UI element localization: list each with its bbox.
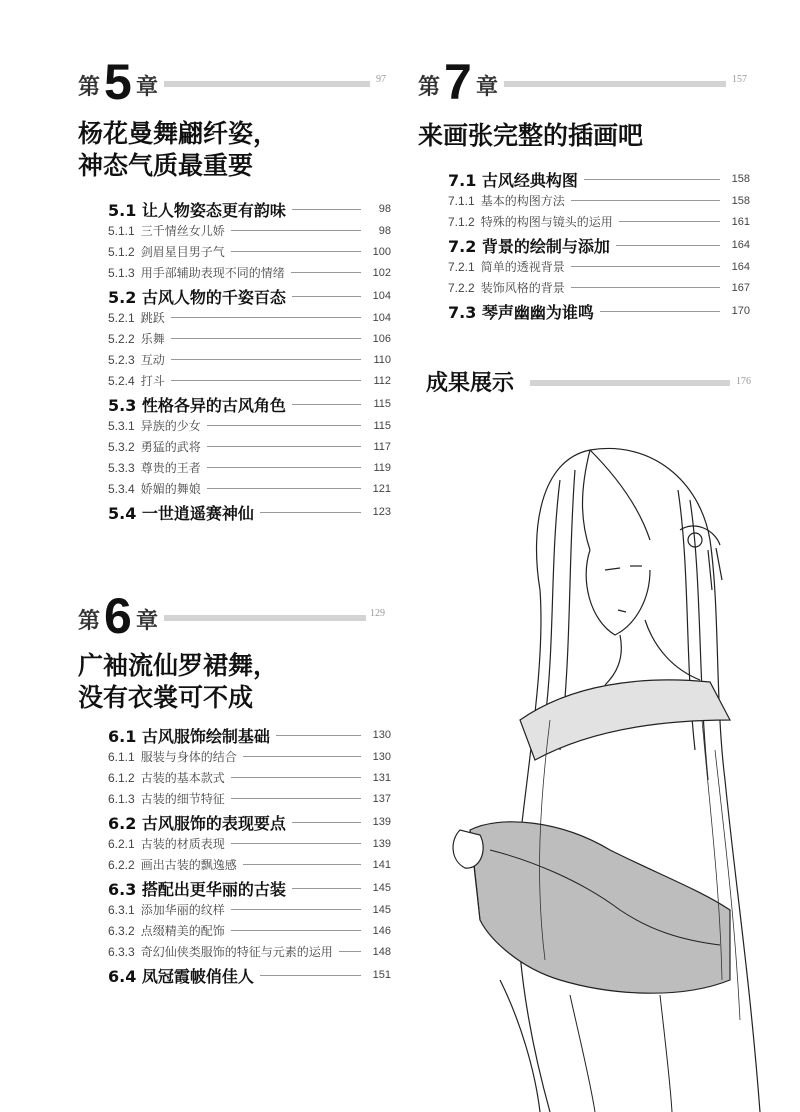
toc-section	[108, 964, 391, 986]
toc-subsection	[108, 941, 391, 962]
toc-number: 7.2.2	[448, 281, 475, 295]
toc-text: 画出古装的飘逸感	[140, 858, 237, 872]
toc-label	[108, 417, 201, 434]
toc-text: 装饰风格的背景	[480, 281, 565, 295]
toc-subsection	[108, 328, 391, 349]
toc-leader	[600, 311, 720, 312]
toc-leader	[292, 822, 361, 823]
toc-subsection	[108, 307, 391, 328]
toc-leader	[207, 425, 361, 426]
toc-text: 尊贵的王者	[140, 461, 201, 475]
toc-subsection	[108, 220, 391, 241]
toc-leader	[292, 888, 361, 889]
chapter-5-zhang: 章	[136, 75, 159, 100]
toc-subsection	[448, 256, 750, 277]
toc-page-number: 146	[372, 924, 391, 937]
toc-text: 娇媚的舞娘	[140, 482, 201, 496]
chapter-7-bar	[504, 81, 726, 87]
toc-page-number: 98	[378, 224, 391, 237]
toc-leader	[231, 777, 361, 778]
toc-section	[108, 198, 391, 220]
toc-text: 跳跃	[140, 311, 165, 325]
illustration-girl-hanfu	[440, 420, 780, 1112]
toc-page-number: 98	[378, 203, 391, 215]
toc-subsection	[448, 277, 750, 298]
toc-label	[108, 351, 165, 368]
chapter-5-di: 第	[78, 75, 101, 100]
toc-section	[448, 168, 750, 190]
toc-text: 服装与身体的结合	[140, 750, 237, 764]
chapter-7-number: 7	[444, 54, 472, 110]
toc-number: 7.1.1	[448, 194, 475, 208]
toc-number: 5.2.4	[108, 374, 135, 388]
toc-subsection	[108, 833, 391, 854]
toc-leader	[292, 296, 361, 297]
chapter-5-number: 5	[104, 54, 132, 110]
toc-leader	[339, 951, 361, 952]
toc-number: 6.2.2	[108, 858, 135, 872]
chapter-6-bar	[164, 615, 366, 621]
toc-number: 6.3.1	[108, 903, 135, 917]
toc-leader	[291, 272, 361, 273]
toc-text: 简单的透视背景	[480, 260, 565, 274]
toc-subsection	[108, 788, 391, 809]
toc-leader	[231, 798, 361, 799]
toc-label	[108, 459, 201, 476]
results-header	[418, 364, 751, 404]
toc-label	[108, 748, 237, 765]
toc-page-number: 131	[372, 771, 391, 784]
toc-page-number: 139	[372, 816, 391, 828]
toc-leader	[171, 338, 361, 339]
toc-leader	[171, 359, 361, 360]
chapter-7-di: 第	[418, 75, 441, 100]
toc-section	[108, 393, 391, 415]
toc-number: 5.1.3	[108, 266, 135, 280]
toc-section	[108, 285, 391, 307]
toc-text: 特殊的构图与镜头的运用	[480, 215, 613, 229]
toc-subsection	[108, 241, 391, 262]
toc-subsection	[108, 436, 391, 457]
toc-leader	[584, 179, 720, 180]
toc-label: 6.2 古风服饰的表现要点	[108, 813, 286, 833]
toc-text: 古装的基本款式	[140, 771, 225, 785]
toc-leader	[243, 756, 361, 757]
chapter-5-title-line1: 杨花曼舞翩纤姿，	[78, 119, 279, 148]
toc-label: 7.3 琴声幽幽为谁鸣	[448, 302, 594, 322]
toc-leader	[571, 266, 720, 267]
toc-number: 6.1.3	[108, 792, 135, 806]
chapter-7-start-page: 157	[732, 74, 747, 85]
toc-page-number: 145	[372, 903, 391, 916]
toc-page-number: 151	[372, 969, 391, 981]
toc-label	[108, 222, 225, 239]
chapter-7-zhang: 章	[476, 75, 499, 100]
toc-label	[108, 835, 225, 852]
chapter-6-number: 6	[104, 588, 132, 644]
toc-label: 7.1 古风经典构图	[448, 170, 578, 190]
toc-text: 基本的构图方法	[480, 194, 565, 208]
toc-number: 7.1.2	[448, 215, 475, 229]
toc-text: 三千情丝女儿娇	[140, 224, 225, 238]
toc-label	[108, 264, 285, 281]
chapter-6-title	[78, 650, 278, 714]
chapter-5-title	[78, 118, 278, 182]
toc-page-number: 106	[372, 332, 391, 345]
toc-subsection	[448, 190, 750, 211]
toc-number: 5.2.3	[108, 353, 135, 367]
toc-number: 6.1.1	[108, 750, 135, 764]
toc-label	[448, 192, 565, 209]
toc-number: 6.2.1	[108, 837, 135, 851]
toc-label	[448, 279, 565, 296]
toc-leader	[292, 209, 361, 210]
toc-leader	[243, 864, 361, 865]
toc-section	[108, 877, 391, 899]
toc-page-number: 130	[372, 729, 391, 741]
toc-section	[448, 234, 750, 256]
toc-leader	[571, 287, 720, 288]
toc-subsection	[108, 349, 391, 370]
toc-subsection	[108, 415, 391, 436]
toc-page-number: 170	[731, 305, 750, 317]
toc-subsection	[108, 478, 391, 499]
toc-leader	[276, 735, 361, 736]
toc-number: 5.1.1	[108, 224, 135, 238]
toc-label	[108, 922, 225, 939]
chapter-5-bar	[164, 81, 370, 87]
toc-page-number: 100	[372, 245, 391, 258]
toc-leader	[616, 245, 720, 246]
toc-leader	[207, 488, 361, 489]
toc-label	[108, 769, 225, 786]
toc-text: 点缀精美的配饰	[140, 924, 225, 938]
toc-subsection	[448, 211, 750, 232]
toc-page-number: 104	[372, 311, 391, 324]
toc-label: 5.3 性格各异的古风角色	[108, 395, 286, 415]
toc-text: 打斗	[140, 374, 165, 388]
toc-number: 5.3.4	[108, 482, 135, 496]
toc-label	[108, 901, 225, 918]
chapter-5-toc	[108, 196, 391, 523]
toc-label: 6.1 古风服饰绘制基础	[108, 726, 270, 746]
toc-number: 5.3.3	[108, 461, 135, 475]
toc-section	[108, 724, 391, 746]
toc-number: 5.3.1	[108, 419, 135, 433]
toc-leader	[231, 909, 361, 910]
toc-subsection	[108, 767, 391, 788]
toc-label	[448, 213, 613, 230]
toc-page-number: 123	[372, 506, 391, 518]
toc-leader	[231, 251, 361, 252]
toc-page-number: 139	[372, 837, 391, 850]
toc-page-number: 115	[373, 419, 391, 432]
toc-section	[108, 811, 391, 833]
toc-text: 古装的细节特征	[140, 792, 225, 806]
toc-label	[108, 790, 225, 807]
toc-subsection	[108, 457, 391, 478]
toc-number: 5.2.1	[108, 311, 135, 325]
toc-page-number: 148	[372, 945, 391, 958]
toc-number: 5.3.2	[108, 440, 135, 454]
chapter-7-toc	[448, 166, 750, 322]
toc-text: 乐舞	[140, 332, 165, 346]
toc-label: 5.1 让人物姿态更有韵味	[108, 200, 286, 220]
toc-page-number: 137	[372, 792, 391, 805]
toc-label	[108, 330, 165, 347]
toc-label	[108, 480, 201, 497]
toc-page-number: 164	[731, 260, 750, 273]
toc-label	[108, 243, 225, 260]
toc-subsection	[108, 854, 391, 875]
toc-number: 6.3.3	[108, 945, 135, 959]
toc-text: 古装的材质表现	[140, 837, 225, 851]
toc-label: 5.4 一世逍遥赛神仙	[108, 503, 254, 523]
toc-text: 添加华丽的纹样	[140, 903, 225, 917]
toc-page-number: 161	[731, 215, 750, 228]
results-page: 176	[736, 376, 751, 387]
toc-number: 7.2.1	[448, 260, 475, 274]
toc-label	[448, 258, 565, 275]
toc-page-number: 158	[731, 173, 750, 185]
chapter-6-start-page: 129	[370, 608, 385, 619]
chapter-7-header	[418, 52, 758, 112]
toc-page-number: 141	[372, 858, 391, 871]
toc-label	[108, 856, 237, 873]
toc-leader	[231, 230, 361, 231]
toc-leader	[231, 930, 361, 931]
chapter-6-title-line2: 没有衣裳可不成	[78, 683, 254, 712]
toc-label: 7.2 背景的绘制与添加	[448, 236, 610, 256]
toc-page-number: 119	[373, 461, 391, 474]
toc-subsection	[108, 920, 391, 941]
toc-leader	[292, 404, 361, 405]
toc-leader	[571, 200, 720, 201]
toc-leader	[171, 380, 361, 381]
toc-text: 异族的少女	[140, 419, 201, 433]
toc-subsection	[108, 262, 391, 283]
toc-page-number: 145	[372, 882, 391, 894]
toc-leader	[207, 467, 361, 468]
toc-text: 勇猛的武将	[140, 440, 201, 454]
results-bar	[530, 380, 730, 386]
toc-page-number: 121	[372, 482, 391, 495]
toc-page-number: 102	[372, 266, 391, 279]
toc-subsection	[108, 899, 391, 920]
toc-label	[108, 943, 333, 960]
toc-leader	[207, 446, 361, 447]
chapter-6-di: 第	[78, 609, 101, 634]
toc-text: 互动	[140, 353, 165, 367]
toc-section	[108, 501, 391, 523]
chapter-6-title-line1: 广袖流仙罗裙舞，	[78, 651, 279, 680]
toc-subsection	[108, 746, 391, 767]
toc-label	[108, 438, 201, 455]
toc-leader	[260, 512, 361, 513]
toc-label	[108, 372, 165, 389]
chapter-5-start-page: 97	[376, 74, 386, 85]
toc-text: 用手部辅助表现不同的情绪	[140, 266, 285, 280]
results-title: 成果展示	[426, 371, 515, 396]
toc-page-number: 110	[373, 353, 391, 366]
toc-number: 6.3.2	[108, 924, 135, 938]
toc-label: 6.3 搭配出更华丽的古装	[108, 879, 286, 899]
toc-leader	[619, 221, 720, 222]
toc-page-number: 130	[372, 750, 391, 763]
toc-label: 6.4 凤冠霞帔俏佳人	[108, 966, 254, 986]
toc-leader	[260, 975, 361, 976]
toc-label: 5.2 古风人物的千姿百态	[108, 287, 286, 307]
toc-leader	[231, 843, 361, 844]
toc-page-number: 115	[373, 398, 391, 410]
toc-page-number: 104	[372, 290, 391, 302]
chapter-5-header	[78, 52, 398, 112]
chapter-6-toc	[108, 722, 391, 986]
toc-section	[448, 300, 750, 322]
toc-text: 剑眉星目男子气	[140, 245, 225, 259]
toc-label	[108, 309, 165, 326]
toc-page-number: 112	[373, 374, 391, 387]
chapter-6-header	[78, 586, 398, 646]
toc-page-number: 158	[731, 194, 750, 207]
toc-number: 5.2.2	[108, 332, 135, 346]
toc-page-number: 164	[731, 239, 750, 251]
toc-subsection	[108, 370, 391, 391]
toc-leader	[171, 317, 361, 318]
chapter-6-zhang: 章	[136, 609, 159, 634]
chapter-5-title-line2: 神态气质最重要	[78, 151, 254, 180]
toc-text: 奇幻仙侠类服饰的特征与元素的运用	[140, 945, 333, 959]
toc-page-number: 167	[731, 281, 750, 294]
toc-number: 6.1.2	[108, 771, 135, 785]
toc-page-number: 117	[373, 440, 391, 453]
chapter-7-title: 来画张完整的插画吧	[418, 121, 644, 150]
toc-number: 5.1.2	[108, 245, 135, 259]
